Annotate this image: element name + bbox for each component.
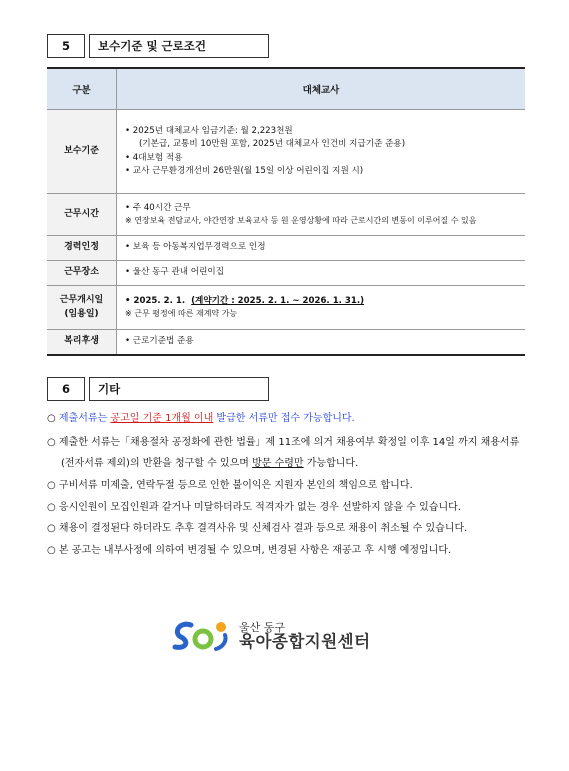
header-category: 구분 [47,68,117,110]
section6-title: 기타 [89,377,269,401]
table-row [47,236,525,261]
row-label-pay: 보수기준 [47,110,117,194]
circle-bullet-icon: ○ [47,413,56,424]
section5-header [47,34,269,58]
logo-center-name: 육아종합지원센터 [239,632,371,652]
circle-bullet-icon: ○ [47,480,56,491]
list-text-highlight: 공고일 기준 1개월 이내 [110,413,214,424]
list-text: 가능합니다. [303,457,359,469]
list-item [47,542,532,560]
hours-line: • 주 40시간 근무 [125,202,191,213]
pay-line: • 2025년 대체교사 임금기준: 월 2,223천원 [125,125,293,136]
table-row [47,330,525,356]
table-row [47,261,525,286]
section5-number: 5 [47,34,85,58]
pay-line: (기본급, 교통비 10만원 포함, 2025년 대체교사 인건비 지급기준 준용) [139,139,406,150]
list-text: 제출한 서류는「채용절차 공정화에 관한 법률」제 11조에 의거 채용여부 확정일 이후 14일 까지 채용서류(전자서류 제외)의 반환을 청구할 수 있으며 [55,436,520,469]
row-value-location: • 울산 동구 관내 어린이집 [117,261,526,286]
logo-district: 울산 동구 [239,620,286,634]
hours-note: ※ 연장보육 전담교사, 야간연장 보육교사 등 원 운영상황에 따라 근로시간의 변동이 이루어질 수 있음 [125,215,477,225]
list-item [47,520,532,538]
row-value-pay [117,110,526,194]
list-item [47,410,532,428]
swirl-logo-icon [171,619,233,653]
section5-title: 보수기준 및 근로조건 [89,34,269,58]
contract-period: (계약기간 : 2025. 2. 1. ~ 2026. 1. 31.) [191,295,365,306]
row-label-hours: 근무시간 [47,194,117,236]
row-value-career: • 보육 등 아동복지업무경력으로 인정 [117,236,526,261]
list-text: 제출서류는 [55,413,111,424]
appointment-date-label: (임용일) [64,308,99,319]
section6-header [47,377,269,401]
table-row [47,194,525,236]
list-item [47,432,532,474]
pay-line: • 4대보험 적용 [125,152,183,163]
list-text: 채용이 결정된다 하더라도 추후 결격사유 및 신체검사 결과 등으로 채용이 취소될 수 있습니다. [55,523,468,534]
list-text: 발급한 서류만 접수 가능합니다. [213,413,355,424]
pay-line: • 교사 근무환경개선비 26만원(월 15일 이상 어린이집 지원 시) [125,165,364,176]
circle-bullet-icon: ○ [47,436,56,448]
table-row [47,286,525,330]
start-date: • 2025. 2. 1. [125,295,192,306]
section6-number: 6 [47,377,85,401]
notes-list [47,410,532,563]
table-row [47,110,525,194]
list-text: 구비서류 미제출, 연락두절 등으로 인한 불이익은 지원자 본인의 책임으로 합니다. [55,480,413,491]
row-label-location: 근무장소 [47,261,117,286]
conditions-table [47,67,525,356]
list-text: 응시인원이 모집인원과 같거나 미달하더라도 적격자가 없는 경우 선발하지 않을 수 있습니다. [55,501,461,513]
row-value-start-date [117,286,526,330]
row-value-hours [117,194,526,236]
start-date-line [125,295,525,308]
table-header-row [47,68,525,110]
logo-text [239,622,371,651]
header-substitute-teacher: 대체교사 [117,68,526,110]
row-label-start-date [47,286,117,330]
row-value-welfare: • 근로기준법 준용 [117,330,526,356]
row-label-welfare: 복리후생 [47,330,117,356]
start-date-label: 근무개시일 [59,295,104,305]
renewal-note: ※ 근무 평정에 따른 재계약 가능 [125,308,238,318]
list-text: 본 공고는 내부사정에 의하여 변경될 수 있으며, 변경된 사항은 재공고 후 시행 예정입니다. [55,544,452,556]
circle-bullet-icon: ○ [47,544,56,556]
circle-bullet-icon: ○ [47,501,56,513]
list-text-underline: 방문 수령만 [252,457,304,469]
center-logo [171,617,386,655]
circle-bullet-icon: ○ [47,523,56,534]
list-item [47,499,532,517]
list-item [47,477,532,495]
row-label-career: 경력인정 [47,236,117,261]
